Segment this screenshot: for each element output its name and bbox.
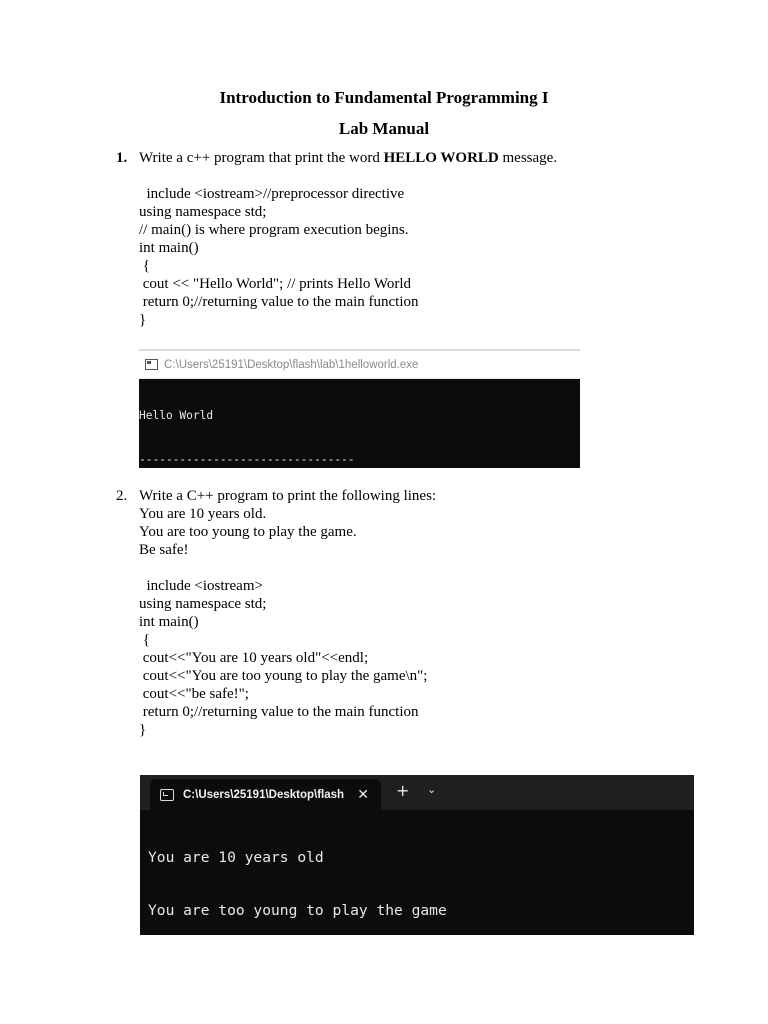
document-title: Introduction to Fundamental Programming I xyxy=(219,88,549,107)
code-line: using namespace std; xyxy=(139,596,267,612)
code-line: using namespace std; xyxy=(139,204,267,220)
code-line: return 0;//returning value to the main function xyxy=(139,704,419,720)
code-line: cout << "Hello World"; // prints Hello World xyxy=(139,276,412,292)
prompt-line: Be safe! xyxy=(139,542,189,558)
console-output xyxy=(139,379,580,468)
close-icon[interactable]: ✕ xyxy=(357,786,369,803)
code-line: int main() xyxy=(139,614,199,630)
terminal-tab-bar xyxy=(140,775,694,810)
code-line: cout<<"be safe!"; xyxy=(139,686,249,702)
console-window-1 xyxy=(139,349,580,468)
code-line: { xyxy=(139,632,150,648)
console-title: C:\Users\25191\Desktop\flash\lab\1helloworld.exe xyxy=(164,358,419,371)
terminal-icon xyxy=(160,789,174,801)
code-line: include <iostream>//preprocessor directive xyxy=(139,186,405,202)
question-2-code xyxy=(139,577,427,739)
prompt-line: Write a C++ program to print the following lines: xyxy=(139,488,437,504)
question-1-prompt-bold: HELLO WORLD xyxy=(383,150,499,166)
question-1-prompt-end: message. xyxy=(498,150,558,166)
question-1-code xyxy=(139,185,419,329)
code-line: cout<<"You are too young to play the game\n"; xyxy=(139,668,428,684)
question-2-prompt xyxy=(139,487,436,559)
terminal-tab[interactable] xyxy=(150,779,381,810)
code-line: } xyxy=(139,722,147,738)
console-line: You are too young to play the game xyxy=(148,901,447,919)
document-subtitle: Lab Manual xyxy=(338,119,430,138)
console-line: Hello World xyxy=(139,409,214,423)
chevron-down-icon[interactable]: ⌄ xyxy=(427,783,437,796)
question-1-prompt xyxy=(139,149,557,167)
question-1-number: 1. xyxy=(116,150,128,166)
code-line: } xyxy=(139,312,147,328)
code-line: include <iostream> xyxy=(139,578,263,594)
new-tab-button[interactable]: + xyxy=(396,781,410,800)
console-window-2 xyxy=(140,775,694,935)
console-line: -------------------------------- xyxy=(139,452,355,466)
console-output xyxy=(140,810,694,935)
question-1-prompt-text: Write a c++ program that print the word xyxy=(139,150,384,166)
console-title-bar xyxy=(139,349,580,379)
prompt-line: You are 10 years old. xyxy=(139,506,267,522)
console-icon xyxy=(145,359,158,370)
console-line: You are 10 years old xyxy=(148,849,324,866)
code-line: // main() is where program execution begins. xyxy=(139,222,409,238)
prompt-line: You are too young to play the game. xyxy=(139,524,357,540)
question-2-number: 2. xyxy=(116,488,128,504)
code-line: cout<<"You are 10 years old"<<endl; xyxy=(139,650,369,666)
code-line: { xyxy=(139,258,150,274)
terminal-tab-title: C:\Users\25191\Desktop\flash xyxy=(183,788,345,801)
code-line: return 0;//returning value to the main function xyxy=(139,294,419,310)
code-line: int main() xyxy=(139,240,199,256)
